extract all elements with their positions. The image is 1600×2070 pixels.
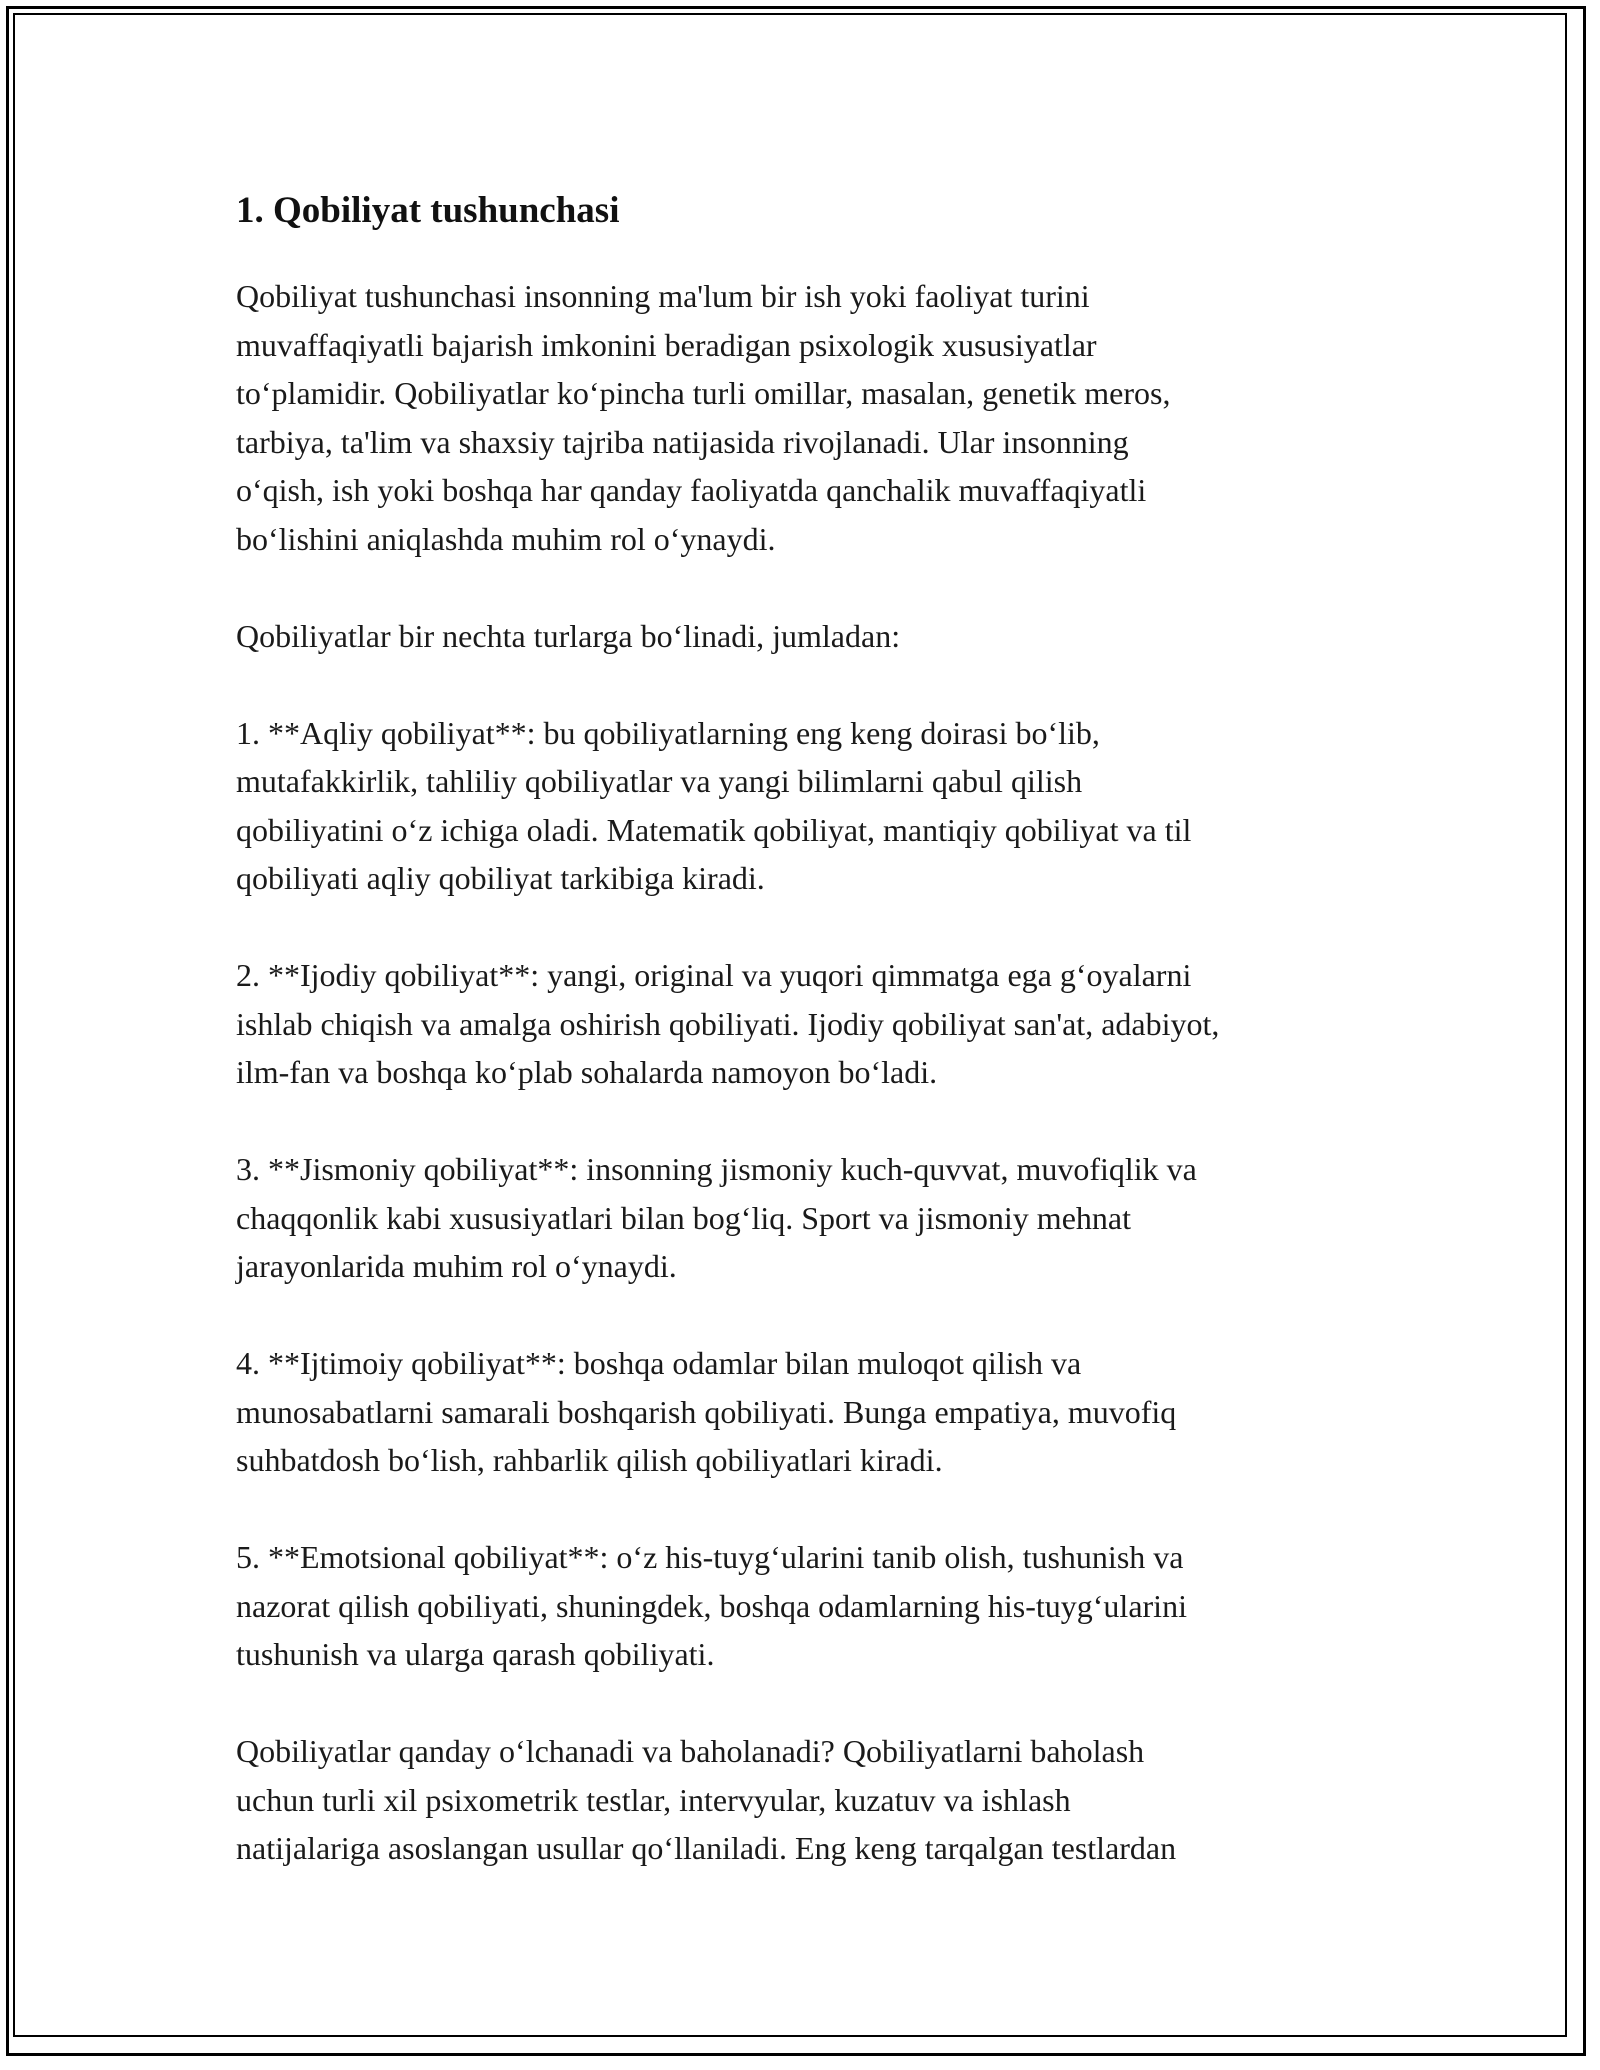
paragraph-list — [236, 272, 1376, 1873]
text-line: to‘plamidir. Qobiliyatlar ko‘pincha turli omillar, masalan, genetik meros, — [236, 375, 1171, 411]
paragraph — [236, 1339, 1376, 1485]
text-line: mutafakkirlik, tahliliy qobiliyatlar va yangi bilimlarni qabul qilish — [236, 763, 1083, 799]
text-line: o‘qish, ish yoki boshqa har qanday faoliyatda qanchalik muvaffaqiyatli — [236, 472, 1147, 508]
text-line: tarbiya, ta'lim va shaxsiy tajriba natijasida rivojlanadi. Ular insonning — [236, 423, 1129, 460]
text-line: 4. **Ijtimoiy qobiliyat**: boshqa odamlar bilan muloqot qilish va — [236, 1345, 1082, 1381]
paragraph — [236, 272, 1376, 563]
text-line: qobiliyati aqliy qobiliyat tarkibiga kiradi. — [236, 860, 765, 896]
text-line: nazorat qilish qobiliyati, shuningdek, boshqa odamlarning his-tuyg‘ularini — [236, 1587, 1187, 1624]
paragraph — [236, 951, 1376, 1097]
text-line: suhbatdosh bo‘lish, rahbarlik qilish qobiliyatlari kiradi. — [236, 1442, 943, 1478]
text-line: natijalariga asoslangan usullar qo‘llaniladi. Eng keng tarqalgan testlardan — [236, 1830, 1177, 1866]
text-line: Qobiliyatlar qanday o‘lchanadi va baholanadi? Qobiliyatlarni baholash — [236, 1733, 1145, 1769]
text-line: uchun turli xil psixometrik testlar, intervyular, kuzatuv va ishlash — [236, 1781, 1071, 1818]
text-line: 5. **Emotsional qobiliyat**: o‘z his-tuyg‘ularini tanib olish, tushunish va — [236, 1539, 1184, 1575]
paragraph — [236, 1145, 1376, 1291]
text-line: qobiliyatini o‘z ichiga oladi. Matematik qobiliyat, mantiqiy qobiliyat va til — [236, 811, 1192, 848]
text-line: 2. **Ijodiy qobiliyat**: yangi, original va yuqori qimmatga ega g‘oyalarni — [236, 957, 1192, 993]
text-line: bo‘lishini aniqlashda muhim rol o‘ynaydi. — [236, 520, 776, 557]
text-line: munosabatlarni samarali boshqarish qobiliyati. Bunga empatiya, muvofiq — [236, 1393, 1177, 1430]
text-line: 3. **Jismoniy qobiliyat**: insonning jismoniy kuch-quvvat, muvofiqlik va — [236, 1151, 1197, 1187]
text-line: ilm-fan va boshqa ko‘plab sohalarda namoyon bo‘ladi. — [236, 1054, 938, 1090]
section-heading: 1. Qobiliyat tushunchasi — [236, 190, 620, 231]
text-line: muvaffaqiyatli bajarish imkonini beradigan psixologik xususiyatlar — [236, 326, 1097, 363]
text-line: Qobiliyatlar bir nechta turlarga bo‘linadi, jumladan: — [236, 617, 901, 654]
paragraph — [236, 709, 1376, 903]
text-line: chaqqonlik kabi xususiyatlari bilan bog‘liq. Sport va jismoniy mehnat — [236, 1199, 1131, 1236]
text-line: Qobiliyat tushunchasi insonning ma'lum bir ish yoki faoliyat turini — [236, 278, 1090, 314]
text-line: 1. **Aqliy qobiliyat**: bu qobiliyatlarning eng keng doirasi bo‘lib, — [236, 714, 1100, 751]
paragraph — [236, 1727, 1376, 1873]
text-line: ishlab chiqish va amalga oshirish qobiliyati. Ijodiy qobiliyat san'at, adabiyot, — [236, 1005, 1220, 1042]
text-line: tushunish va ularga qarash qobiliyati. — [236, 1636, 715, 1672]
paragraph — [236, 612, 1376, 661]
document-body — [236, 186, 1376, 1873]
paragraph — [236, 1533, 1376, 1679]
text-line: jarayonlarida muhim rol o‘ynaydi. — [236, 1248, 677, 1284]
